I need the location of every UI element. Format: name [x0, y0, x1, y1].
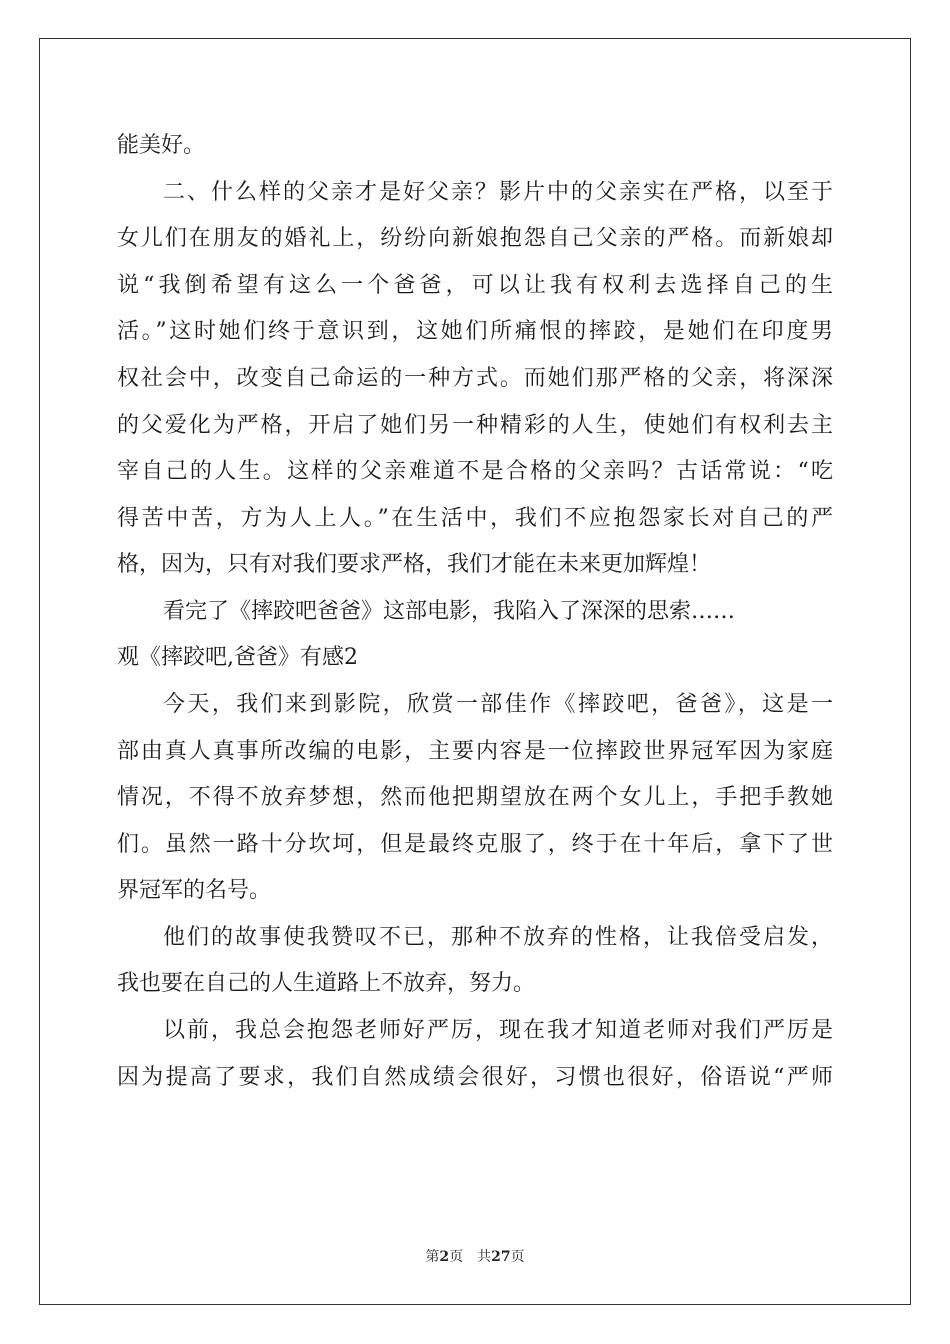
paragraph-start-line: 他们的故事使我赞叹不已，那种不放弃的性格，让我倍受启发，: [163, 925, 833, 950]
page-footer: [0, 1247, 950, 1267]
text-line: 我也要在自己的人生道路上不放弃，努力。: [117, 971, 536, 996]
text-line: 情况，不得不放弃梦想，然而他把期望放在两个女儿上，手把手教她: [117, 785, 833, 810]
section-heading: 观《摔跤吧,爸爸》有感2: [117, 645, 358, 670]
text-line: 因为提高了要求，我们自然成绩会很好，习惯也很好，俗语说“严师: [117, 1065, 833, 1090]
paragraph-start-line: 二、什么样的父亲才是好父亲？影片中的父亲实在严格，以至于: [163, 180, 833, 205]
paragraph-start-line: 今天，我们来到影院，欣赏一部佳作《摔跤吧，爸爸》，这是一: [163, 692, 833, 717]
total-page-count: 27: [491, 1249, 511, 1265]
text-line: 的父爱化为严格，开启了她们另一种精彩的人生，使她们有权利去主: [117, 413, 833, 438]
text-line: 得苦中苦，方为人上人。”在生活中，我们不应抱怨家长对自己的严: [117, 506, 833, 531]
page-separator: 页 共: [449, 1249, 492, 1265]
text-line: 们。虽然一路十分坎坷，但是最终克服了，终于在十年后，拿下了世: [117, 832, 833, 857]
text-line: 界冠军的名号。: [117, 878, 272, 903]
text-line: 说“我倒希望有这么一个爸爸，可以让我有权利去选择自己的生: [117, 273, 833, 298]
text-line: 活。”这时她们终于意识到，这她们所痛恨的摔跤，是她们在印度男: [117, 319, 833, 344]
paragraph-start-line: 看完了《摔跤吧爸爸》这部电影，我陷入了深深的思索……: [163, 599, 736, 624]
paragraph-start-line: 以前，我总会抱怨老师好严厉，现在我才知道老师对我们严厉是: [163, 1018, 833, 1043]
page-prefix: 第: [425, 1249, 440, 1265]
text-line: 女儿们在朋友的婚礼上，纷纷向新娘抱怨自己父亲的严格。而新娘却: [117, 226, 833, 251]
text-line: 能美好。: [117, 133, 206, 158]
text-line: 格，因为，只有对我们要求严格，我们才能在未来更加辉煌！: [117, 552, 712, 577]
text-line: 宰自己的人生。这样的父亲难道不是合格的父亲吗？古话常说：“吃: [117, 459, 833, 484]
page-suffix: 页: [510, 1249, 525, 1265]
text-line: 权社会中，改变自己命运的一种方式。而她们那严格的父亲，将深深: [117, 366, 833, 391]
text-line: 部由真人真事所改编的电影，主要内容是一位摔跤世界冠军因为家庭: [117, 739, 833, 764]
current-page-number: 2: [439, 1249, 450, 1265]
